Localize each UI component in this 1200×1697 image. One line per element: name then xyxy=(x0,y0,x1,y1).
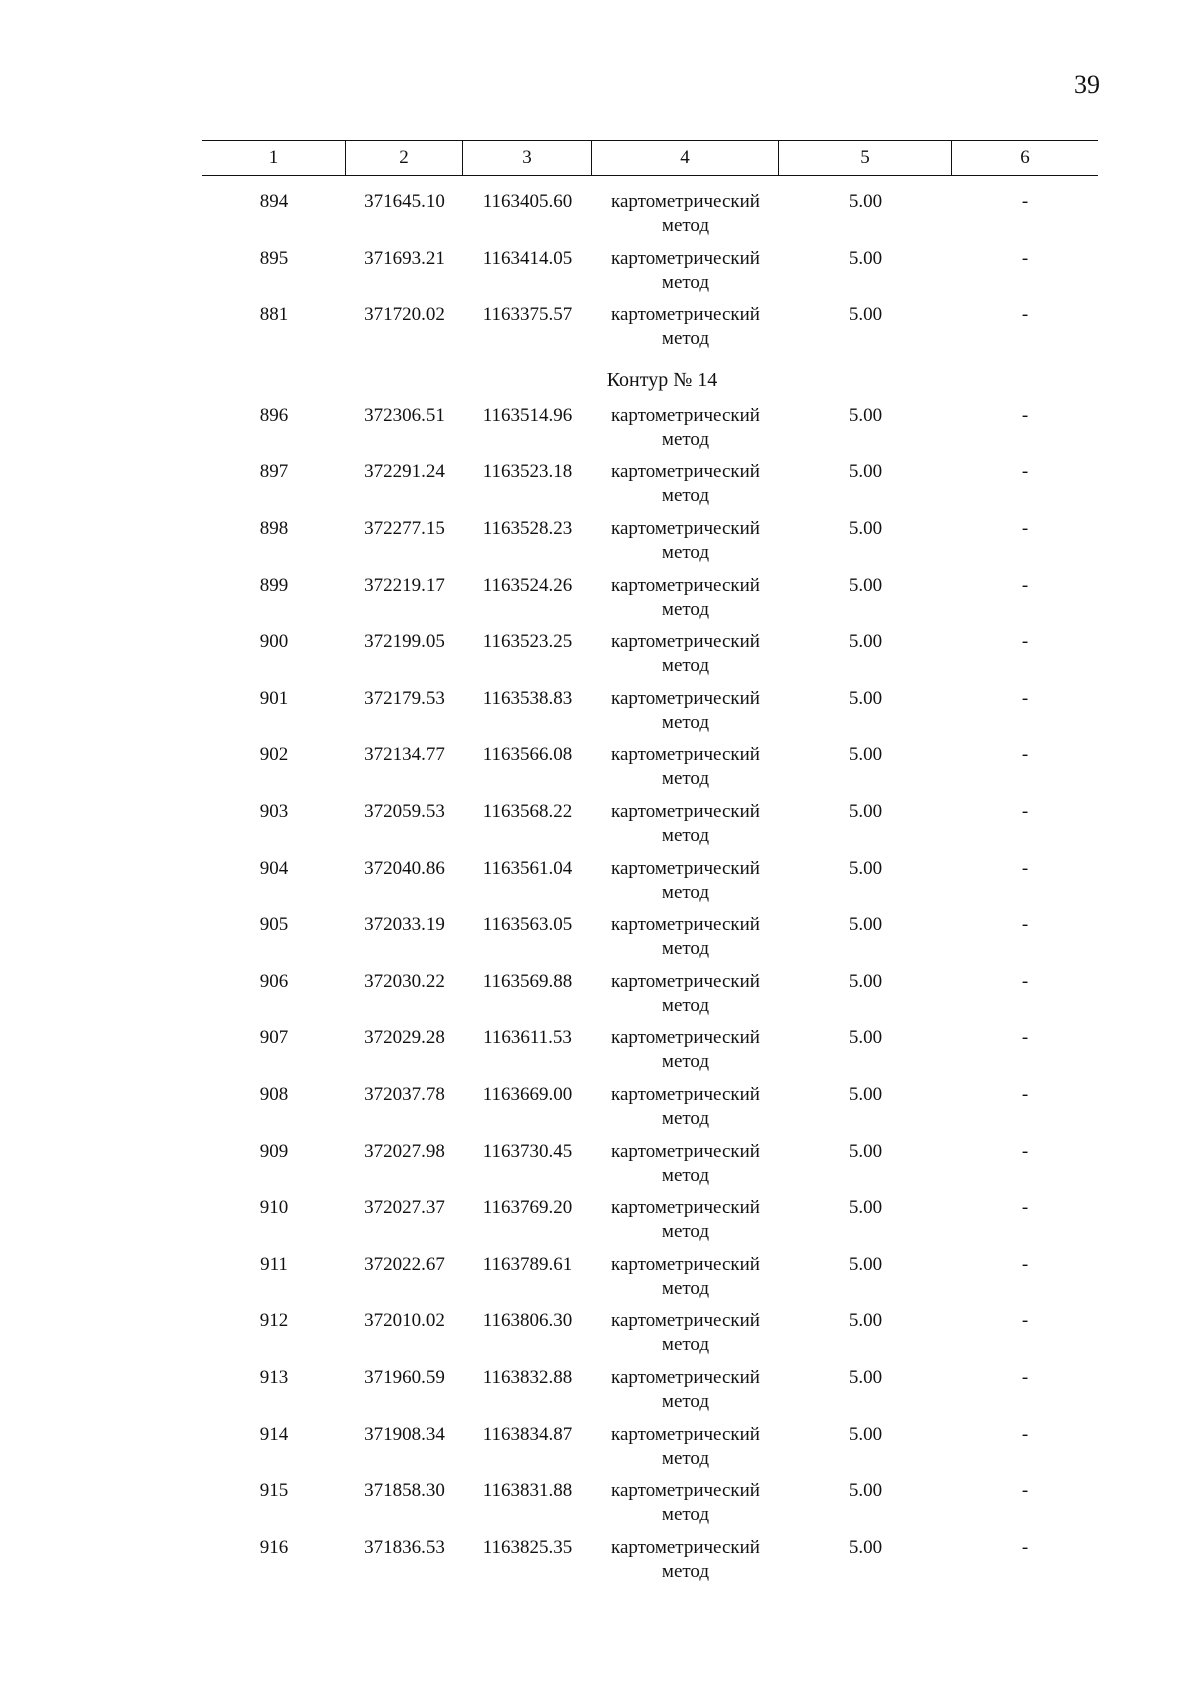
method-line-1: картометрический xyxy=(611,247,760,269)
method-line-1: картометрический xyxy=(611,857,760,879)
method-line-2: метод xyxy=(661,598,710,620)
method-line-1: картометрический xyxy=(611,461,760,483)
coordinate-y: 1163769.20 xyxy=(482,1197,573,1219)
method-line-2: метод xyxy=(661,825,710,846)
point-number: 913 xyxy=(259,1367,289,1388)
point-number: 906 xyxy=(259,970,289,992)
method-line-2: метод xyxy=(661,1560,710,1582)
coordinate-x: 372022.67 xyxy=(364,1253,445,1275)
accuracy: 5.00 xyxy=(848,1423,883,1445)
coordinate-y: 1163611.53 xyxy=(483,1027,572,1049)
coordinate-y: 1163568.22 xyxy=(482,801,573,822)
accuracy: 5.00 xyxy=(848,247,883,269)
table-row xyxy=(202,1536,1098,1588)
method xyxy=(592,517,779,565)
point-number: 896 xyxy=(259,404,289,426)
point-number: 898 xyxy=(259,518,289,539)
coordinate-x: 371908.34 xyxy=(364,1423,445,1445)
method-line-1: картометрический xyxy=(611,1480,760,1502)
extra-value: - xyxy=(1021,404,1029,426)
contour-title: Контур № 14 xyxy=(606,368,718,391)
coordinate-x: 371645.10 xyxy=(364,191,445,212)
accuracy: 5.00 xyxy=(848,574,883,596)
coordinate-y: 1163825.35 xyxy=(482,1536,573,1558)
extra-value: - xyxy=(1021,518,1029,539)
method xyxy=(592,460,779,508)
extra-value: - xyxy=(1021,801,1029,822)
coordinate-y: 1163561.04 xyxy=(482,857,573,879)
method-line-1: картометрический xyxy=(611,914,760,936)
table-row xyxy=(202,190,1098,242)
method xyxy=(592,1309,779,1357)
point-number: 894 xyxy=(259,191,289,212)
coordinate-x: 372199.05 xyxy=(364,631,445,653)
method-line-1: картометрический xyxy=(611,1536,760,1558)
accuracy: 5.00 xyxy=(848,970,883,992)
accuracy: 5.00 xyxy=(848,1027,883,1049)
page-number: 39 xyxy=(1074,70,1100,99)
table-row xyxy=(202,1366,1098,1418)
method-line-1: картометрический xyxy=(611,191,760,212)
coordinate-y: 1163523.25 xyxy=(482,631,573,653)
column-header-5: 5 xyxy=(779,141,952,175)
extra-value: - xyxy=(1021,247,1029,269)
accuracy: 5.00 xyxy=(848,1140,883,1162)
method xyxy=(592,1423,779,1471)
coordinate-y: 1163405.60 xyxy=(482,191,573,212)
column-header-3: 3 xyxy=(463,141,592,175)
coordinate-y: 1163524.26 xyxy=(482,574,573,596)
extra-value: - xyxy=(1021,631,1029,653)
table-row xyxy=(202,857,1098,909)
coordinate-x: 372037.78 xyxy=(364,1084,445,1105)
method xyxy=(592,630,779,678)
column-header-1: 1 xyxy=(202,141,346,175)
method xyxy=(592,574,779,622)
coordinate-x: 371858.30 xyxy=(364,1480,445,1502)
method-line-2: метод xyxy=(661,768,710,790)
method xyxy=(592,303,779,351)
coordinate-x: 372027.37 xyxy=(364,1197,445,1219)
column-header-4: 4 xyxy=(592,141,779,175)
coordinate-y: 1163375.57 xyxy=(482,304,573,326)
point-number: 909 xyxy=(259,1140,289,1162)
point-number: 914 xyxy=(259,1423,289,1445)
method xyxy=(592,247,779,295)
method-line-2: метод xyxy=(661,1051,710,1073)
method-line-2: метод xyxy=(661,1391,710,1412)
coordinate-y: 1163414.05 xyxy=(482,247,573,269)
point-number: 899 xyxy=(259,574,289,596)
point-number: 902 xyxy=(259,744,289,766)
method-line-2: метод xyxy=(661,428,710,450)
coordinate-x: 372027.98 xyxy=(364,1140,445,1162)
point-number: 900 xyxy=(259,631,289,653)
accuracy: 5.00 xyxy=(848,1536,883,1558)
accuracy: 5.00 xyxy=(848,191,883,212)
extra-value: - xyxy=(1021,1480,1029,1502)
method-line-2: метод xyxy=(661,1334,710,1356)
table-row xyxy=(202,913,1098,965)
method-line-2: метод xyxy=(661,1277,710,1299)
column-header-2: 2 xyxy=(346,141,463,175)
extra-value: - xyxy=(1021,857,1029,879)
extra-value: - xyxy=(1021,574,1029,596)
method xyxy=(592,857,779,905)
coordinate-y: 1163563.05 xyxy=(482,914,573,936)
point-number: 895 xyxy=(259,247,289,269)
method-line-2: метод xyxy=(661,711,710,733)
coordinate-y: 1163528.23 xyxy=(482,518,573,539)
accuracy: 5.00 xyxy=(848,1084,883,1105)
coordinate-x: 371720.02 xyxy=(364,304,445,326)
extra-value: - xyxy=(1021,1084,1029,1105)
coordinate-x: 371693.21 xyxy=(364,247,445,269)
extra-value: - xyxy=(1021,1423,1029,1445)
extra-value: - xyxy=(1021,1536,1029,1558)
table-row xyxy=(202,1083,1098,1135)
extra-value: - xyxy=(1021,1197,1029,1219)
extra-value: - xyxy=(1021,1310,1029,1332)
accuracy: 5.00 xyxy=(848,1253,883,1275)
point-number: 903 xyxy=(259,801,289,822)
coordinate-x: 372179.53 xyxy=(364,687,445,709)
coordinate-x: 372029.28 xyxy=(364,1027,445,1049)
extra-value: - xyxy=(1021,1140,1029,1162)
accuracy: 5.00 xyxy=(848,1197,883,1219)
extra-value: - xyxy=(1021,461,1029,483)
coordinate-y: 1163832.88 xyxy=(482,1367,573,1388)
method-line-1: картометрический xyxy=(611,1140,760,1162)
method xyxy=(592,687,779,735)
method xyxy=(592,970,779,1018)
extra-value: - xyxy=(1021,191,1029,212)
method-line-1: картометрический xyxy=(611,1084,760,1105)
method-line-2: метод xyxy=(661,1447,710,1469)
table-row xyxy=(202,1309,1098,1361)
point-number: 907 xyxy=(259,1027,289,1049)
method xyxy=(592,743,779,791)
coordinate-x: 372040.86 xyxy=(364,857,445,879)
table-row xyxy=(202,1140,1098,1192)
method-line-2: метод xyxy=(661,271,710,293)
point-number: 912 xyxy=(259,1310,289,1332)
accuracy: 5.00 xyxy=(848,801,883,822)
method-line-1: картометрический xyxy=(611,574,760,596)
method-line-1: картометрический xyxy=(611,1253,760,1275)
accuracy: 5.00 xyxy=(848,1367,883,1388)
method-line-1: картометрический xyxy=(611,1197,760,1219)
accuracy: 5.00 xyxy=(848,304,883,326)
method-line-2: метод xyxy=(661,215,710,236)
table-row xyxy=(202,247,1098,299)
method-line-2: метод xyxy=(661,542,710,563)
coordinate-y: 1163538.83 xyxy=(482,687,573,709)
method xyxy=(592,1253,779,1301)
coordinate-y: 1163523.18 xyxy=(482,461,573,483)
coordinate-x: 371836.53 xyxy=(364,1536,445,1558)
accuracy: 5.00 xyxy=(848,1310,883,1332)
method xyxy=(592,1366,779,1414)
extra-value: - xyxy=(1021,304,1029,326)
method-line-2: метод xyxy=(661,1108,710,1129)
method xyxy=(592,1026,779,1074)
point-number: 908 xyxy=(259,1084,289,1105)
extra-value: - xyxy=(1021,914,1029,936)
accuracy: 5.00 xyxy=(848,631,883,653)
table-row xyxy=(202,1423,1098,1475)
method-line-1: картометрический xyxy=(611,1310,760,1332)
point-number: 916 xyxy=(259,1536,289,1558)
accuracy: 5.00 xyxy=(848,461,883,483)
table-row xyxy=(202,303,1098,355)
extra-value: - xyxy=(1021,1367,1029,1388)
accuracy: 5.00 xyxy=(848,1480,883,1502)
coordinate-x: 372059.53 xyxy=(364,801,445,822)
coordinate-x: 372277.15 xyxy=(364,518,445,539)
table-row xyxy=(202,630,1098,682)
method-line-1: картометрический xyxy=(611,304,760,326)
coordinate-y: 1163566.08 xyxy=(482,744,573,766)
method-line-1: картометрический xyxy=(611,801,760,822)
coordinate-y: 1163831.88 xyxy=(482,1480,573,1502)
coordinate-y: 1163514.96 xyxy=(482,404,573,426)
extra-value: - xyxy=(1021,970,1029,992)
table-row xyxy=(202,574,1098,626)
table-row xyxy=(202,1196,1098,1248)
method xyxy=(592,1140,779,1188)
table-row xyxy=(202,517,1098,569)
method-line-1: картометрический xyxy=(611,1423,760,1445)
table-row xyxy=(202,404,1098,456)
method xyxy=(592,1196,779,1244)
method-line-1: картометрический xyxy=(611,970,760,992)
method xyxy=(592,190,779,238)
coordinate-x: 372291.24 xyxy=(364,461,445,483)
accuracy: 5.00 xyxy=(848,914,883,936)
method-line-1: картометрический xyxy=(611,518,760,539)
method-line-2: метод xyxy=(661,938,710,960)
extra-value: - xyxy=(1021,1027,1029,1049)
method-line-1: картометрический xyxy=(611,631,760,653)
method xyxy=(592,913,779,961)
method-line-1: картометрический xyxy=(611,1367,760,1388)
table-row xyxy=(202,1253,1098,1305)
accuracy: 5.00 xyxy=(848,857,883,879)
method-line-2: метод xyxy=(661,1504,710,1526)
point-number: 881 xyxy=(259,304,289,326)
accuracy: 5.00 xyxy=(848,518,883,539)
table-row xyxy=(202,460,1098,512)
method-line-2: метод xyxy=(661,485,710,507)
extra-value: - xyxy=(1021,687,1029,709)
coordinate-x: 372219.17 xyxy=(364,574,445,596)
point-number: 910 xyxy=(259,1197,289,1219)
method-line-1: картометрический xyxy=(611,744,760,766)
method-line-2: метод xyxy=(661,655,710,677)
extra-value: - xyxy=(1021,1253,1029,1275)
method-line-1: картометрический xyxy=(611,404,760,426)
accuracy: 5.00 xyxy=(848,687,883,709)
method-line-1: картометрический xyxy=(611,687,760,709)
table-row xyxy=(202,970,1098,1022)
coordinate-y: 1163569.88 xyxy=(482,970,573,992)
point-number: 901 xyxy=(259,687,289,709)
point-number: 915 xyxy=(259,1480,289,1502)
method xyxy=(592,1536,779,1584)
coordinate-y: 1163669.00 xyxy=(482,1084,573,1105)
point-number: 911 xyxy=(260,1253,288,1275)
method-line-2: метод xyxy=(661,1164,710,1186)
extra-value: - xyxy=(1021,744,1029,766)
point-number: 904 xyxy=(259,857,289,879)
point-number: 905 xyxy=(259,914,289,936)
method-line-2: метод xyxy=(661,881,710,903)
method xyxy=(592,1083,779,1131)
accuracy: 5.00 xyxy=(848,744,883,766)
coordinate-y: 1163806.30 xyxy=(482,1310,573,1332)
coordinate-y: 1163834.87 xyxy=(482,1423,573,1445)
coordinate-y: 1163789.61 xyxy=(482,1253,573,1275)
point-number: 897 xyxy=(259,461,289,483)
table-header-row xyxy=(202,140,1098,176)
method-line-2: метод xyxy=(661,328,710,350)
coordinate-x: 371960.59 xyxy=(364,1367,445,1388)
column-header-6: 6 xyxy=(1020,147,1030,168)
coordinate-x: 372306.51 xyxy=(364,404,445,426)
accuracy: 5.00 xyxy=(848,404,883,426)
coordinate-x: 372010.02 xyxy=(364,1310,445,1332)
method-line-2: метод xyxy=(661,994,710,1016)
method xyxy=(592,1479,779,1527)
coordinate-x: 372134.77 xyxy=(364,744,445,766)
table-row xyxy=(202,743,1098,795)
coordinate-y: 1163730.45 xyxy=(482,1140,573,1162)
method-line-1: картометрический xyxy=(611,1027,760,1049)
table-row xyxy=(202,687,1098,739)
method xyxy=(592,404,779,452)
coordinate-x: 372033.19 xyxy=(364,914,445,936)
method xyxy=(592,800,779,848)
table-row xyxy=(202,1479,1098,1531)
table-row xyxy=(202,800,1098,852)
method-line-2: метод xyxy=(661,1221,710,1243)
table-row xyxy=(202,1026,1098,1078)
coordinate-x: 372030.22 xyxy=(364,970,445,992)
